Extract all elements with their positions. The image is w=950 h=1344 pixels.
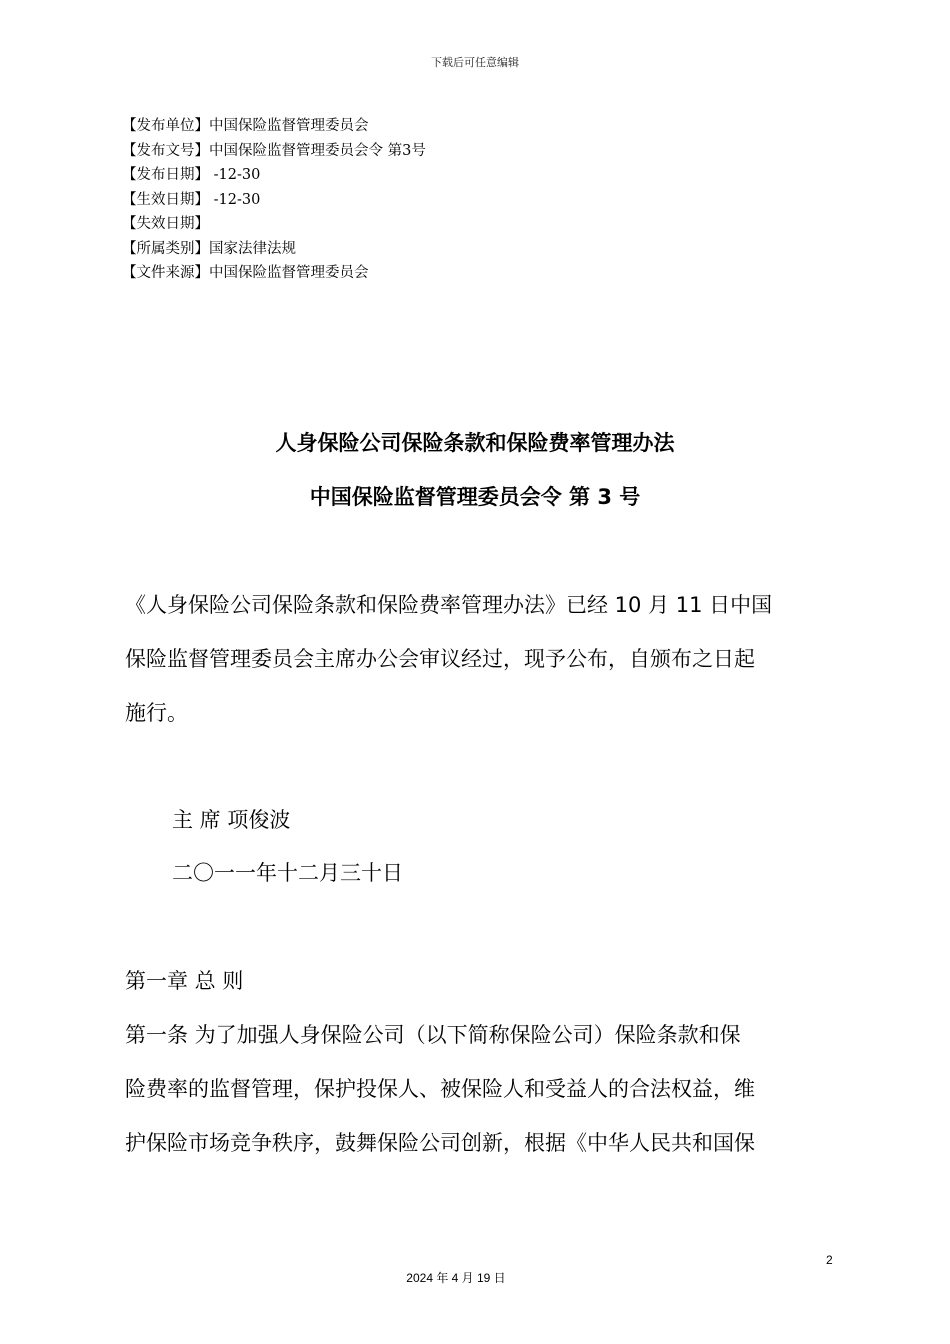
meta-effective-date: 【生效日期】 -12-30 xyxy=(122,191,261,208)
meta-expiry-date: 【失效日期】 xyxy=(122,216,209,232)
intro-line: 保险监督管理委员会主席办公会审议经过，现予公布，自颁布之日起 xyxy=(125,647,755,671)
meta-category: 【所属类别】国家法律法规 xyxy=(122,240,296,257)
meta-source: 【文件来源】中国保险监督管理委员会 xyxy=(122,265,369,281)
intro-line: 施行。 xyxy=(125,701,188,725)
page-header: 下载后可任意编辑 xyxy=(431,56,519,69)
chapter-heading: 第一章 总 则 xyxy=(125,969,244,993)
meta-issue-date: 【发布日期】 -12-30 xyxy=(122,167,261,183)
meta-issuing-unit: 【发布单位】中国保险监督管理委员会 xyxy=(122,118,369,134)
meta-document-number: 【发布文号】中国保险监督管理委员会令 第3号 xyxy=(122,142,426,159)
article-line: 护保险市场竞争秩序，鼓舞保险公司创新，根据《中华人民共和国保 xyxy=(125,1131,755,1155)
chairman-signature: 主 席 项俊波 xyxy=(172,808,291,832)
footer-date: 2024 年 4 月 19 日 xyxy=(406,1271,506,1285)
article-line: 第一条 为了加强人身保险公司（以下简称保险公司）保险条款和保 xyxy=(125,1023,741,1047)
signature-date: 二〇一一年十二月三十日 xyxy=(172,861,403,885)
document-title: 人身保险公司保险条款和保险费率管理办法 xyxy=(275,431,675,455)
intro-paragraph xyxy=(125,578,825,740)
page-number: 2 xyxy=(826,1253,833,1267)
article-line: 险费率的监督管理，保护投保人、被保险人和受益人的合法权益，维 xyxy=(125,1077,755,1101)
document-metadata xyxy=(122,114,822,286)
document-subtitle: 中国保险监督管理委员会令 第 3 号 xyxy=(309,485,641,509)
article-1-paragraph xyxy=(125,1008,825,1170)
intro-line: 《人身保险公司保险条款和保险费率管理办法》已经 10 月 11 日中国 xyxy=(125,593,773,617)
